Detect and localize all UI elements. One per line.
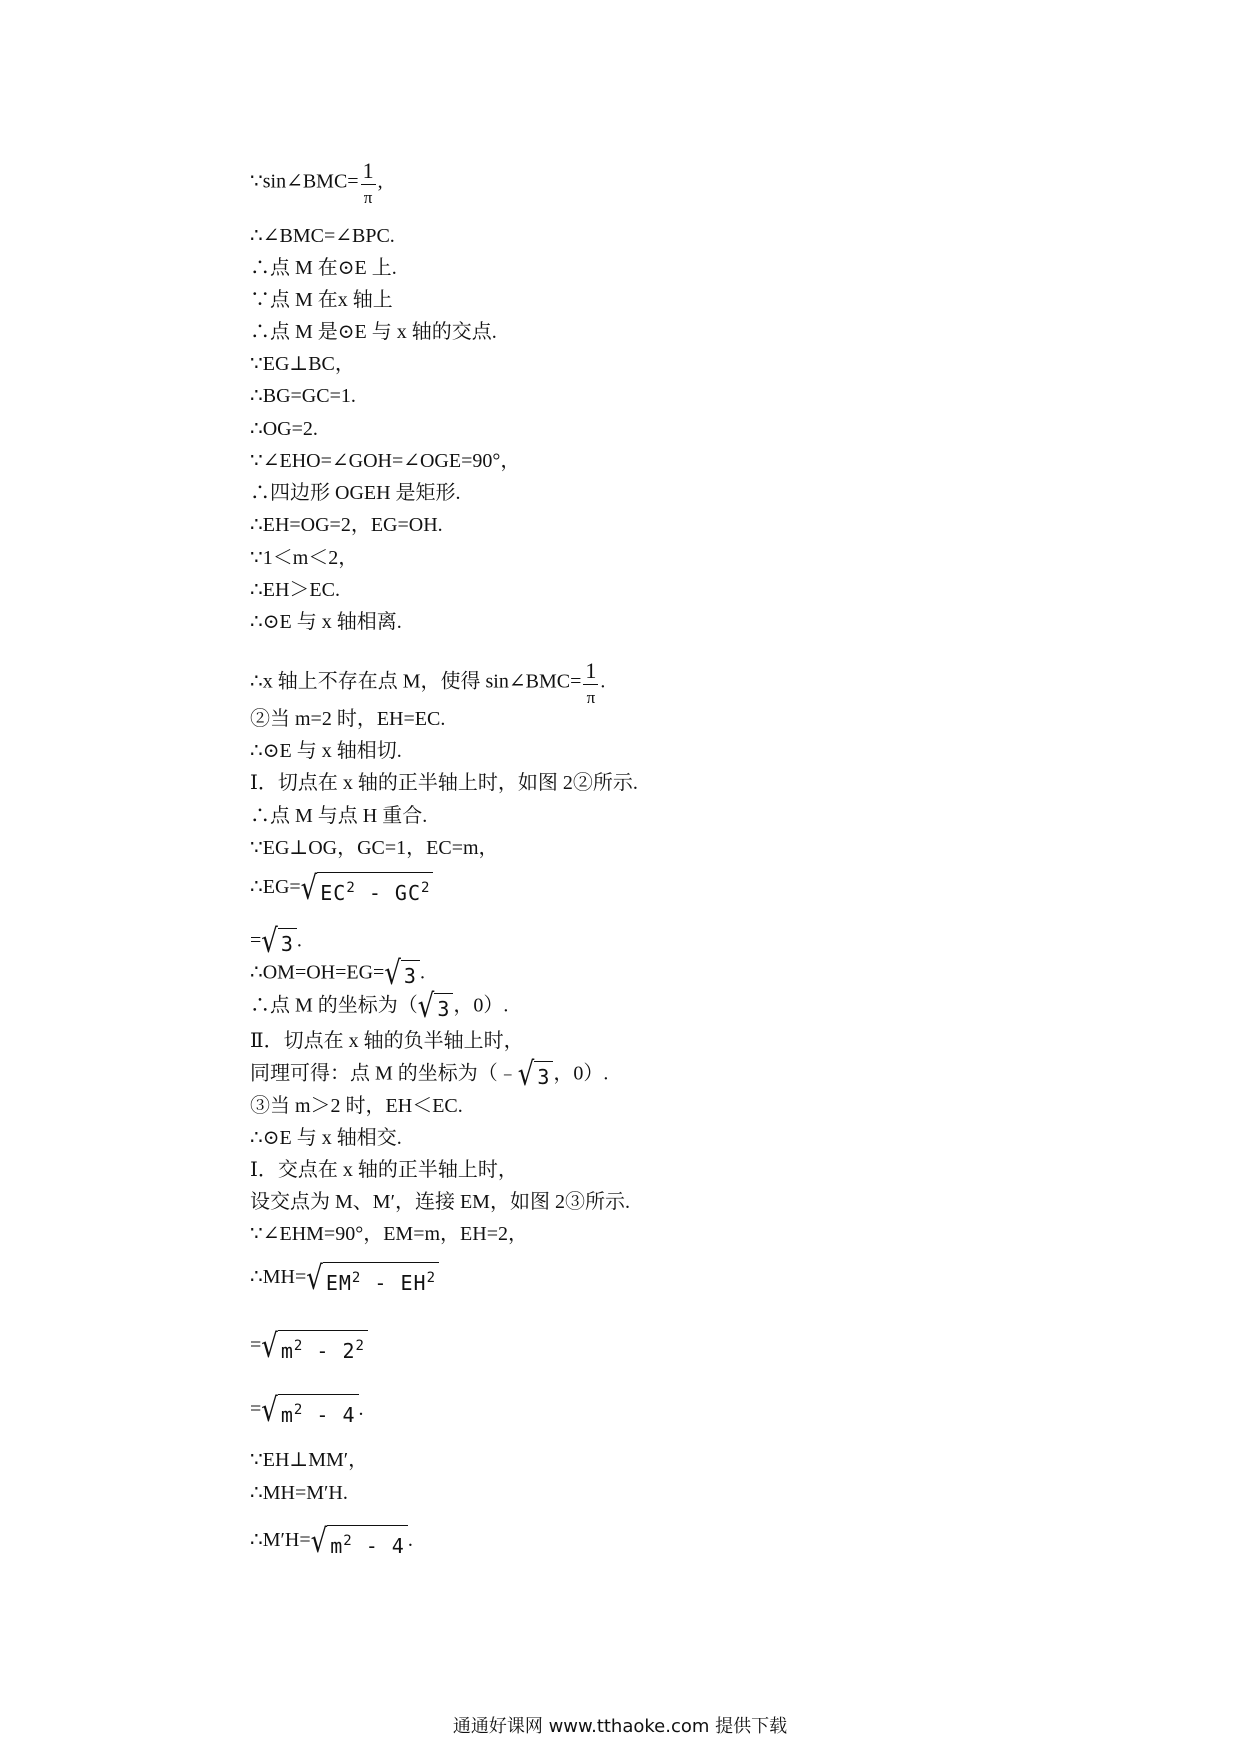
radical-sign-icon: √ [417, 988, 435, 1026]
formula-text: ∴MH= [250, 1266, 307, 1289]
text-line: ∴⊙E 与 x 轴相交. [250, 1127, 402, 1149]
text-line: ∴EH=OG=2，EG=OH. [250, 514, 443, 536]
radical-sign-icon: √ [384, 955, 401, 993]
text-line: ∵EG⊥BC， [250, 353, 355, 375]
formula-text: ∵sin∠BMC= [250, 170, 359, 193]
formula-text: = [250, 929, 262, 952]
radical-sign-icon: √ [310, 1522, 328, 1561]
text-line: Ⅱ．切点在 x 轴的负半轴上时， [250, 1030, 524, 1052]
square-root [417, 988, 454, 1026]
formula-line [250, 1259, 439, 1298]
text-line: ∴MH=M′H. [250, 1482, 348, 1504]
formula-line [250, 869, 433, 908]
formula-line [250, 160, 383, 206]
formula-text: ，0）. [453, 994, 509, 1017]
formula-text: = [250, 1398, 262, 1421]
square-root [261, 923, 297, 961]
radicand: 3 [401, 960, 420, 988]
fraction [361, 160, 376, 206]
text-line: ②当 m=2 时，EH=EC. [250, 708, 446, 730]
radicand: $m^2 - 2^2$ [278, 1330, 368, 1363]
radical-sign-icon: √ [261, 1327, 278, 1366]
formula-line [250, 1056, 609, 1094]
formula-text: . [296, 929, 302, 952]
formula-text: , [377, 170, 383, 193]
formula-text: ，0）. [553, 1062, 609, 1085]
text-line: ∵EH⊥MM′， [250, 1449, 369, 1471]
square-root [306, 1259, 439, 1298]
formula-line [250, 1522, 413, 1561]
formula-line [250, 660, 605, 706]
page-footer: 通通好课网 www.tthaoke.com 提供下载 [452, 1716, 788, 1737]
radicand: 3 [278, 928, 297, 956]
radical-sign-icon: √ [261, 923, 278, 961]
radical-sign-icon: √ [261, 1391, 278, 1430]
radicand: 3 [534, 1061, 553, 1089]
fraction-numerator: 1 [585, 658, 597, 683]
text-line: ∴BG=GC=1. [250, 385, 356, 407]
formula-line [250, 1327, 368, 1366]
formula-line [250, 1391, 364, 1430]
radical-sign-icon: √ [306, 1259, 323, 1298]
formula-text: = [250, 1334, 262, 1357]
text-line: ∴四边形 OGEH 是矩形. [250, 482, 461, 504]
formula-text: ∴M′H= [250, 1529, 311, 1552]
formula-line [250, 923, 302, 961]
radicand: $m^2 - 4$ [278, 1394, 359, 1427]
text-line: Ⅰ．交点在 x 轴的正半轴上时， [250, 1159, 518, 1181]
square-root [517, 1056, 554, 1094]
square-root [384, 955, 420, 993]
fraction-denominator: π [586, 688, 596, 707]
formula-line [250, 988, 509, 1026]
square-root [300, 869, 434, 908]
formula-line [250, 955, 425, 993]
fraction-denominator: π [363, 188, 373, 207]
radicand: 3 [434, 993, 453, 1021]
radical-sign-icon: √ [300, 869, 318, 908]
text-line: Ⅰ．切点在 x 轴的正半轴上时，如图 2②所示. [250, 772, 638, 794]
text-line: ∴⊙E 与 x 轴相切. [250, 740, 402, 762]
text-line: ∵∠EHO=∠GOH=∠OGE=90°， [250, 450, 521, 472]
text-line: ∵1＜m＜2， [250, 547, 359, 569]
text-line: ③当 m＞2 时，EH＜EC. [250, 1095, 463, 1117]
formula-text: . [600, 670, 606, 693]
text-line: ∴点 M 是⊙E 与 x 轴的交点. [250, 321, 497, 343]
formula-text: 同理可得：点 M 的坐标为（﹣ [250, 1062, 518, 1085]
text-line: ∵点 M 在x 轴上 [250, 289, 393, 311]
square-root [261, 1327, 368, 1366]
radicand: $m^2 - 4$ [327, 1525, 408, 1558]
text-line: ∴∠BMC=∠BPC. [250, 225, 395, 247]
text-line: ∵∠EHM=90°，EM=m，EH=2， [250, 1223, 528, 1245]
text-line: ∴⊙E 与 x 轴相离. [250, 611, 402, 633]
fraction [583, 660, 598, 706]
radical-sign-icon: √ [517, 1056, 535, 1094]
text-line: ∵EG⊥OG，GC=1，EC=m， [250, 837, 499, 859]
formula-text: ∴x 轴上不存在点 M，使得 sin∠BMC= [250, 670, 582, 693]
square-root [310, 1522, 408, 1561]
formula-text: ∴OM=OH=EG= [250, 961, 385, 984]
formula-text: . [407, 1529, 413, 1552]
text-line: 设交点为 M、M′，连接 EM，如图 2③所示. [250, 1191, 630, 1213]
radicand: $EC^2 - GC^2$ [317, 872, 433, 905]
text-line: ∴点 M 在⊙E 上. [250, 257, 397, 279]
text-line: ∴EH＞EC. [250, 579, 340, 601]
formula-text: . [358, 1398, 364, 1421]
formula-text: ∴EG= [250, 876, 301, 899]
text-line: ∴OG=2. [250, 418, 318, 440]
formula-text: ∴点 M 的坐标为（ [250, 994, 418, 1017]
text-line: ∴点 M 与点 H 重合. [250, 805, 428, 827]
formula-text: . [419, 961, 425, 984]
square-root [261, 1391, 358, 1430]
fraction-numerator: 1 [362, 158, 374, 183]
radicand: $EM^2 - EH^2$ [323, 1262, 439, 1295]
